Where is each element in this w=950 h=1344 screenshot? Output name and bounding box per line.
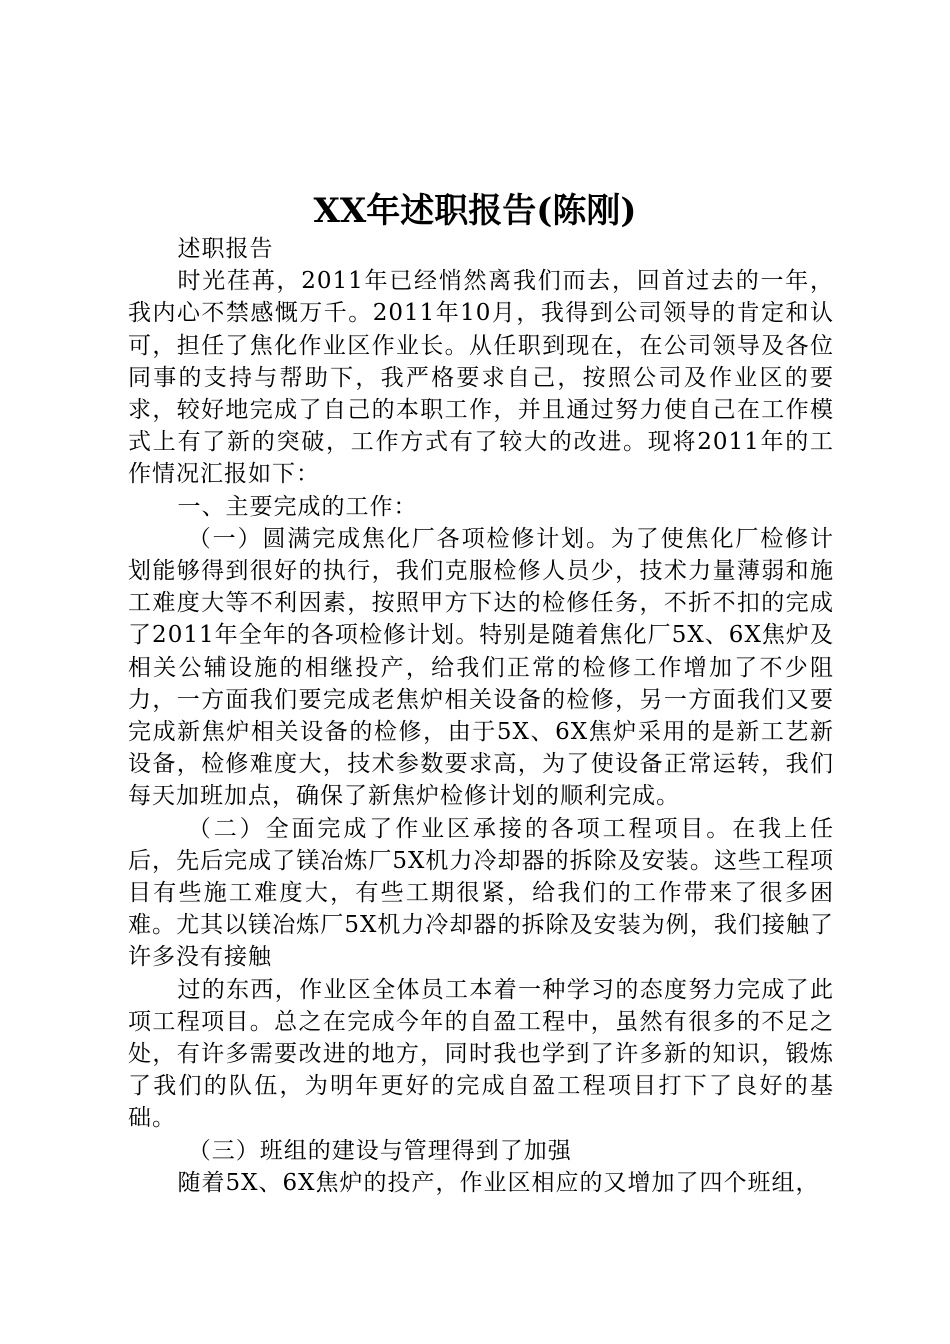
document-title: XX年述职报告(陈刚) bbox=[313, 191, 637, 231]
paragraph-item-3: 随着5X、6X焦炉的投产，作业区相应的又增加了四个班组， bbox=[177, 1169, 820, 1196]
document-body bbox=[128, 233, 834, 1199]
section-heading: 一、主要完成的工作： bbox=[177, 493, 418, 520]
paragraph-intro: 时光荏苒，2011年已经悄然离我们而去，回首过去的一年，我内心不禁感慨万千。2011年10月，我得到公司领导的肯定和认可，担任了焦化作业区作业长。从任职到现在，在公司领导及各位同事的支持与帮助下，我严格要求自己，按照公司及作业区的要求，较好地完成了自己的本职工作，并且通过努力使自己在工作模式上有了新的突破，工作方式有了较大的改进。现将2011年的工作情况汇报如下： bbox=[128, 268, 834, 488]
paragraph-item-2: （二）全面完成了作业区承接的各项工程项目。在我上任后，先后完成了镁冶炼厂5X机力冷却器的拆除及安装。这些工程项目有些施工难度大，有些工期很紧，给我们的工作带来了很多困难。尤其以镁冶炼厂5X机力冷却器的拆除及安装为例，我们接触了许多没有接触 bbox=[128, 815, 834, 971]
paragraph-item-3-heading: （三）班组的建设与管理得到了加强 bbox=[187, 1137, 572, 1164]
paragraph-item-2-continued: 过的东西，作业区全体员工本着一种学习的态度努力完成了此项工程项目。总之在完成今年的自盈工程中，虽然有很多的不足之处，有许多需要改进的地方，同时我也学到了许多新的知识，锻炼了我们的队伍，为明年更好的完成自盈工程项目打下了良好的基础。 bbox=[128, 976, 834, 1132]
paragraph-heading: 述职报告 bbox=[177, 236, 274, 262]
paragraph-item-1: （一）圆满完成焦化厂各项检修计划。为了使焦化厂检修计划能够得到很好的执行，我们克服检修人员少，技术力量薄弱和施工难度大等不利因素，按照甲方下达的检修任务，不折不扣的完成了2011年全年的各项检修计划。特别是随着焦化厂5X、6X焦炉及相关公辅设施的相继投产，给我们正常的检修工作增加了不少阻力，一方面我们要完成老焦炉相关设备的检修，另一方面我们又要完成新焦炉相关设备的检修，由于5X、6X焦炉采用的是新工艺新设备，检修难度大，技术参数要求高，为了使设备正常运转，我们每天加班加点，确保了新焦炉检修计划的顺利完成。 bbox=[128, 525, 834, 810]
